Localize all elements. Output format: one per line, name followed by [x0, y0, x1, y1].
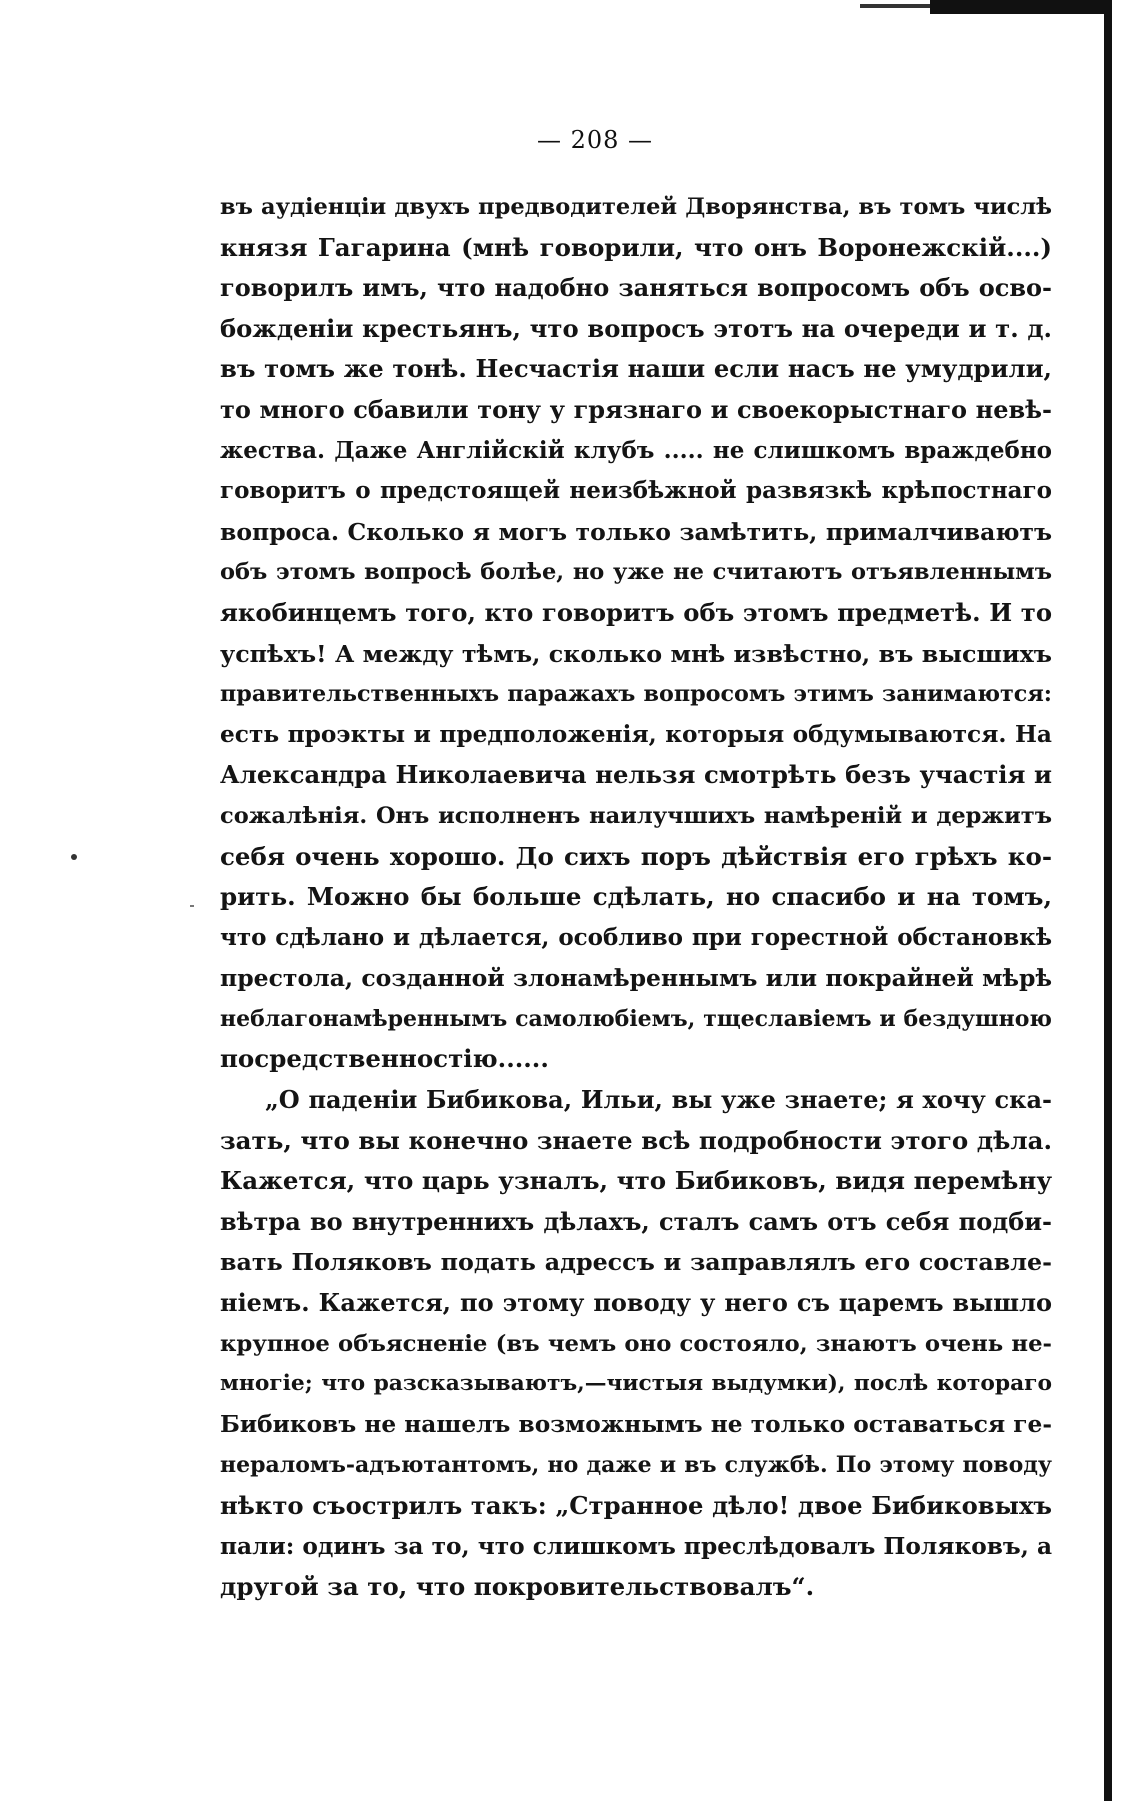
text-line: божденіи крестьянъ, что вопросъ этотъ на очереди и т. д. — [220, 313, 1052, 343]
text-line: рить. Можно бы больше сдѣлать, но спасибо и на томъ, — [220, 882, 1052, 912]
text-line: то много сбавили тону у грязнаго и своекорыстнаго невѣ- — [220, 394, 1052, 424]
body-text — [220, 187, 1052, 1608]
text-line: князя Гагарина (мнѣ говорили, что онъ Воронежскій....) — [220, 232, 1052, 262]
text-line: нѣкто съострилъ такъ: „Странное дѣло! двое Бибиковыхъ — [220, 1491, 1052, 1520]
text-line: неблагонамѣреннымъ самолюбіемъ, тщеславіемъ и бездушною — [220, 1005, 1052, 1032]
text-line: пали: одинъ за то, что слишкомъ преслѣдовалъ Поляковъ, а — [220, 1532, 1053, 1560]
text-line: вопроса. Сколько я могъ только замѣтить, прималчиваютъ — [220, 517, 1052, 546]
text-line: сожалѣнія. Онъ исполненъ наилучшихъ намѣреній и держитъ — [220, 802, 1052, 829]
text-line: вѣтра во внутреннихъ дѣлахъ, сталъ самъ отъ себя подби- — [220, 1206, 1052, 1236]
margin-dot-mark — [71, 854, 77, 860]
text-line: правительственныхъ паражахъ вопросомъ этимъ занимаются: — [220, 681, 1052, 708]
paragraph — [220, 1080, 1052, 1608]
scan-edge-top-tail — [860, 4, 940, 8]
text-line: жества. Даже Англійскій клубъ ..... не слишкомъ враждебно — [220, 436, 1052, 464]
text-line: нераломъ-адъютантомъ, но даже и въ службѣ. По этому поводу — [220, 1452, 1052, 1479]
text-line: другой за то, что покровительствовалъ“. — [220, 1572, 815, 1602]
text-line: вать Поляковъ подать адрессъ и заправлялъ его составле- — [220, 1248, 1052, 1277]
page-number: — 208 — — [536, 126, 654, 154]
text-line: въ аудіенціи двухъ предводителей Дворянства, въ томъ числѣ — [220, 194, 1052, 220]
text-line: Бибиковъ не нашелъ возможнымъ не только оставаться ге- — [220, 1410, 1052, 1438]
text-line: говорилъ имъ, что надобно заняться вопросомъ объ осво- — [220, 273, 1052, 303]
text-line: въ томъ же тонѣ. Несчастія наши если насъ не умудрили, — [220, 354, 1052, 384]
text-line: многіе; что разсказываютъ,—чистыя выдумки), послѣ котораго — [220, 1371, 1052, 1397]
text-line: Кажется, что царь узналъ, что Бибиковъ, видя перемѣну — [220, 1166, 1052, 1196]
text-line: „О паденіи Бибикова, Ильи, вы уже знаете; я хочу ска- — [265, 1085, 1052, 1115]
text-line: зать, что вы конечно знаете всѣ подробности этого дѣла. — [220, 1125, 1052, 1155]
text-line: есть проэкты и предположенія, которыя обдумываются. На — [220, 720, 1052, 748]
text-line: престола, созданной злонамѣреннымъ или покрайней мѣрѣ — [220, 964, 1052, 993]
text-line: говоритъ о предстоящей неизбѣжной развязкѣ крѣпостнаго — [220, 477, 1052, 505]
text-line: посредственностію...... — [220, 1044, 549, 1074]
text-line: якобинцемъ того, кто говоритъ объ этомъ предметѣ. И то — [220, 597, 1052, 627]
text-line: объ этомъ вопросѣ болѣе, но уже не считаютъ отъявленнымъ — [220, 559, 1052, 586]
scan-edge-right — [1104, 0, 1112, 1801]
text-line: что сдѣлано и дѣлается, особливо при горестной обстановкѣ — [220, 923, 1052, 951]
text-line: себя очень хорошо. До сихъ поръ дѣйствія его грѣхъ ко- — [220, 841, 1052, 871]
scan-edge-top — [930, 0, 1112, 14]
paragraph — [220, 187, 1052, 1080]
text-line: Александра Николаевича нельзя смотрѣть безъ участія и — [220, 760, 1052, 790]
text-line: крупное объясненіе (въ чемъ оно состояло, знаютъ очень не- — [220, 1330, 1052, 1357]
text-line: успѣхъ! А между тѣмъ, сколько мнѣ извѣстно, въ высшихъ — [220, 639, 1052, 668]
margin-tick-mark — [190, 905, 194, 907]
text-line: ніемъ. Кажется, по этому поводу у него съ царемъ вышло — [220, 1288, 1052, 1318]
